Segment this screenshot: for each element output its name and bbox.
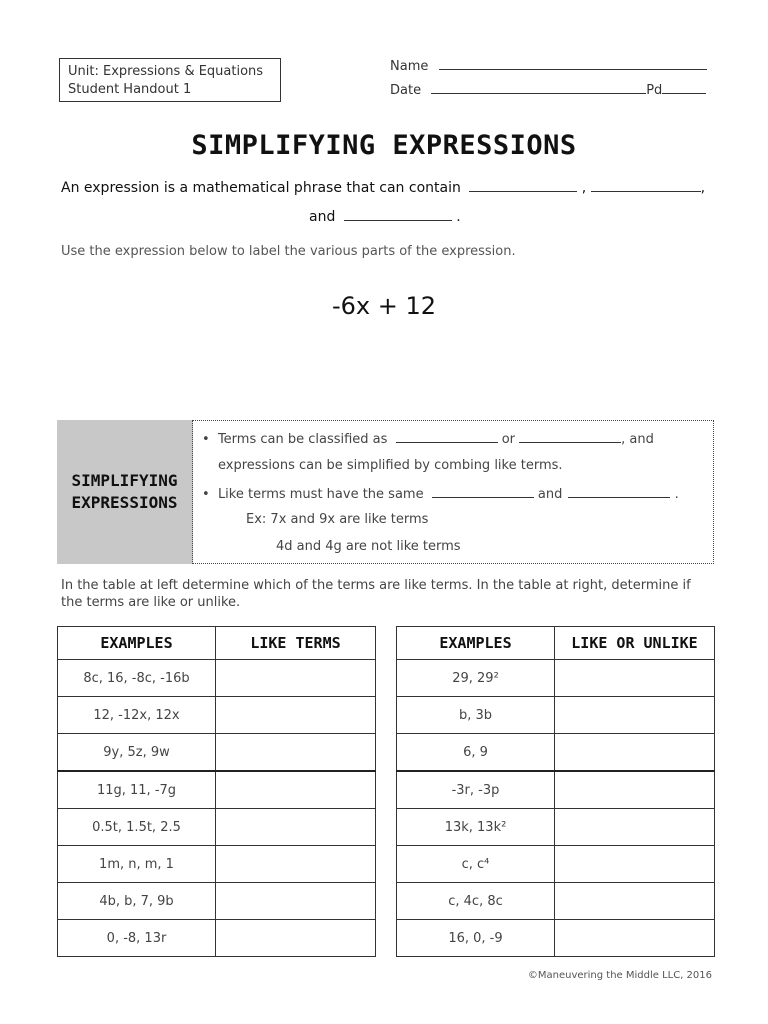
answer-cell[interactable]	[216, 883, 376, 920]
date-line	[390, 81, 706, 98]
comma-2: ,	[700, 180, 706, 196]
example-cell: b, 3b	[397, 697, 555, 734]
definition-text: An expression is a mathematical phrase that can contain	[61, 180, 461, 196]
table-row	[58, 771, 376, 809]
answer-cell[interactable]	[216, 809, 376, 846]
answer-cell[interactable]	[555, 846, 715, 883]
table-row	[58, 920, 376, 957]
table-instructions: In the table at left determine which of the terms are like terms. In the table at right, determine if the terms are like or unlike.	[61, 578, 691, 610]
table-row	[397, 660, 715, 697]
column-header-examples: EXAMPLES	[58, 627, 216, 660]
example-cell: 0.5t, 1.5t, 2.5	[58, 809, 216, 846]
table-row	[397, 809, 715, 846]
bullet2-and: and	[537, 487, 563, 502]
blank-6[interactable]	[432, 485, 534, 498]
example-cell: 16, 0, -9	[397, 920, 555, 957]
example-cell: 1m, n, m, 1	[58, 846, 216, 883]
table-header-row	[397, 627, 715, 660]
example-cell: 11g, 11, -7g	[58, 771, 216, 809]
column-header-like-terms: LIKE TERMS	[216, 627, 376, 660]
example-cell: 8c, 16, -8c, -16b	[58, 660, 216, 697]
pd-label: Pd	[646, 83, 663, 98]
answer-cell[interactable]	[555, 809, 715, 846]
table-header-row	[58, 627, 376, 660]
like-terms-table	[57, 626, 376, 957]
definition-line-1	[61, 179, 705, 196]
table-row	[58, 809, 376, 846]
column-header-like-or-unlike: LIKE OR UNLIKE	[555, 627, 715, 660]
definition-and: and	[309, 209, 336, 225]
blank-4[interactable]	[396, 430, 498, 443]
bullet-2-line	[202, 485, 679, 502]
example-cell: 13k, 13k²	[397, 809, 555, 846]
name-line	[390, 57, 707, 74]
simplifying-label-line2: EXPRESSIONS	[71, 493, 178, 512]
bullet2-text-a: Like terms must have the same	[217, 487, 424, 502]
answer-cell[interactable]	[216, 660, 376, 697]
answer-cell[interactable]	[216, 734, 376, 772]
example-cell: c, 4c, 8c	[397, 883, 555, 920]
example-cell: c, c⁴	[397, 846, 555, 883]
definition-line-2	[309, 208, 461, 225]
answer-cell[interactable]	[216, 697, 376, 734]
unit-label: Unit: Expressions & Equations	[68, 64, 264, 79]
example-cell: 9y, 5z, 9w	[58, 734, 216, 772]
example-cell: 12, -12x, 12x	[58, 697, 216, 734]
answer-cell[interactable]	[216, 846, 376, 883]
expression: -6x + 12	[331, 292, 437, 320]
simplifying-label	[57, 420, 193, 564]
page-title: SIMPLIFYING EXPRESSIONS	[191, 130, 577, 161]
name-field[interactable]	[439, 57, 707, 70]
example-cell: 6, 9	[397, 734, 555, 772]
table-row	[397, 883, 715, 920]
bullet2-end: .	[674, 487, 679, 502]
name-label: Name	[390, 59, 429, 74]
table-row	[397, 920, 715, 957]
blank-3[interactable]	[344, 208, 452, 221]
example-cell: 0, -8, 13r	[58, 920, 216, 957]
blank-2[interactable]	[591, 179, 701, 192]
handout-label: Student Handout 1	[68, 82, 192, 97]
bullet1-or: or	[501, 432, 516, 447]
copyright-footer: ©Maneuvering the Middle LLC, 2016	[527, 970, 712, 981]
answer-cell[interactable]	[216, 920, 376, 957]
blank-1[interactable]	[469, 179, 577, 192]
column-header-examples: EXAMPLES	[397, 627, 555, 660]
answer-cell[interactable]	[555, 883, 715, 920]
unit-box	[59, 58, 281, 102]
example-cell: 4b, b, 7, 9b	[58, 883, 216, 920]
table-row	[397, 771, 715, 809]
answer-cell[interactable]	[555, 734, 715, 772]
definition-period: .	[456, 209, 461, 225]
bullet1-text-b: expressions can be simplified by combing like terms.	[218, 458, 563, 473]
answer-cell[interactable]	[555, 660, 715, 697]
example-cell: 29, 29²	[397, 660, 555, 697]
table-row	[397, 734, 715, 772]
answer-cell[interactable]	[555, 697, 715, 734]
bullet-dot-icon: •	[202, 432, 210, 447]
bullet-1-line-1	[202, 430, 654, 447]
comma-1: ,	[581, 180, 587, 196]
table-row	[58, 697, 376, 734]
bullet1-text-a: Terms can be classified as	[217, 432, 388, 447]
table-row	[397, 846, 715, 883]
answer-cell[interactable]	[216, 771, 376, 809]
table-row	[58, 846, 376, 883]
bullet-dot-icon: •	[202, 487, 210, 502]
answer-cell[interactable]	[555, 920, 715, 957]
pd-field[interactable]	[662, 81, 706, 94]
example-cell: -3r, -3p	[397, 771, 555, 809]
example-1: Ex: 7x and 9x are like terms	[246, 512, 429, 527]
date-label: Date	[390, 83, 422, 98]
answer-cell[interactable]	[555, 771, 715, 809]
table-row	[397, 697, 715, 734]
bullet1-and: , and	[621, 432, 654, 447]
table-row	[58, 660, 376, 697]
table-row	[58, 883, 376, 920]
simplifying-label-line1: SIMPLIFYING	[71, 471, 178, 490]
date-field[interactable]	[431, 81, 646, 94]
like-or-unlike-table	[396, 626, 715, 957]
table-row	[58, 734, 376, 772]
instruction-text: Use the expression below to label the various parts of the expression.	[61, 244, 516, 259]
blank-7[interactable]	[568, 485, 670, 498]
example-2: 4d and 4g are not like terms	[276, 539, 461, 554]
blank-5[interactable]	[519, 430, 621, 443]
